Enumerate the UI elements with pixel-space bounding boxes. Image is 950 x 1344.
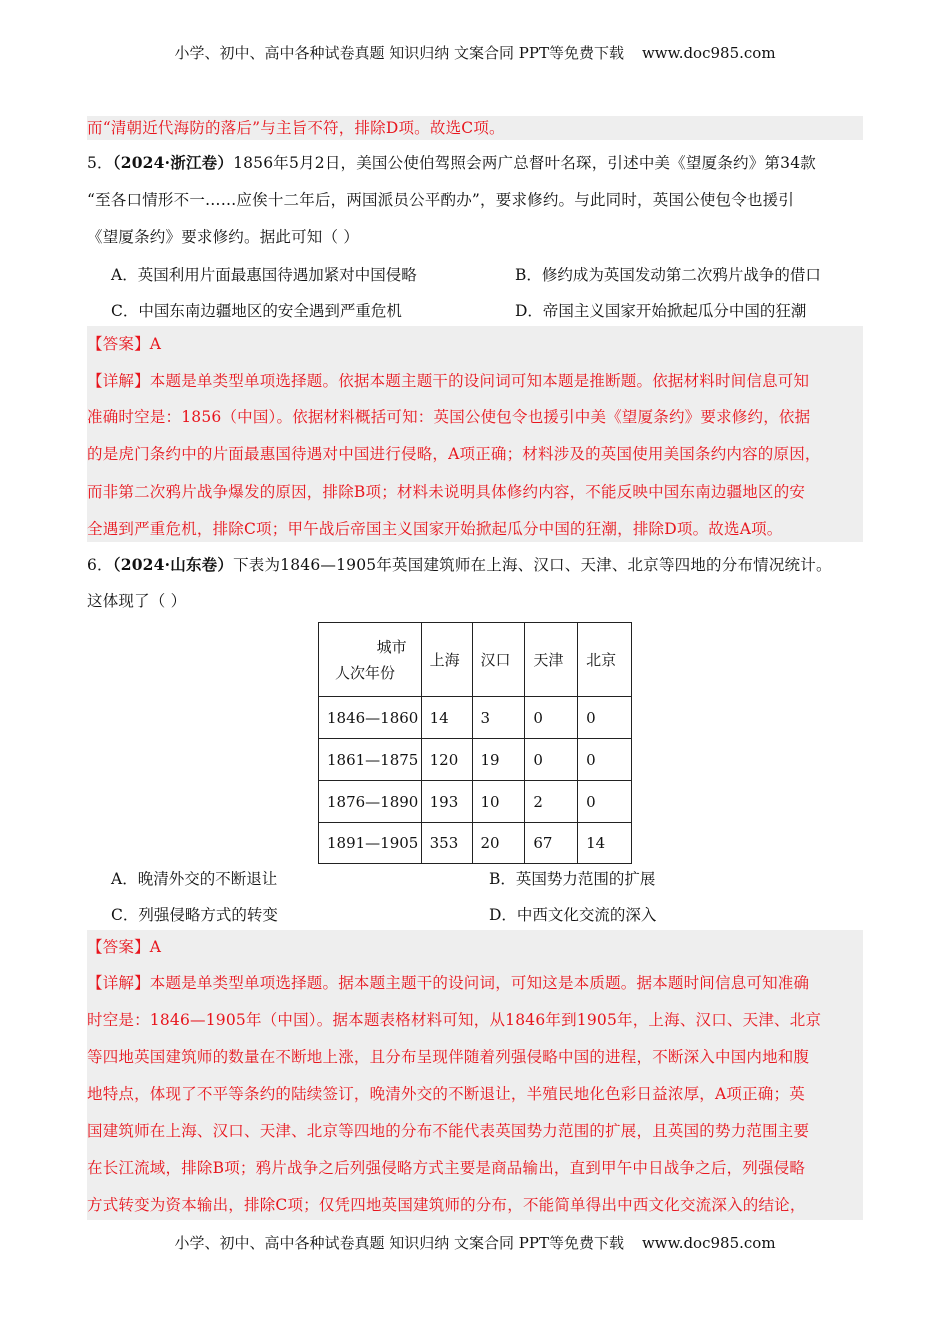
q6-stem-line-1 [87, 555, 832, 575]
q5-analysis-line-4: 而非第二次鸦片战争爆发的原因，排除B项；材料未说明具体修约内容，不能反映中国东南边疆地区的安 [87, 483, 806, 501]
table-cell: 20 [472, 823, 525, 864]
table-col-hankou: 汉口 [472, 623, 525, 697]
table-cell: 0 [525, 697, 578, 739]
table-cell: 67 [525, 823, 578, 864]
table-cell: 120 [421, 739, 472, 781]
table-cell: 3 [472, 697, 525, 739]
q6-analysis-line-3: 等四地英国建筑师的数量在不断地上涨，且分布呈现伴随着列强侵略中国的进程，不断深入中国内地和腹 [87, 1048, 810, 1066]
table-cell: 353 [421, 823, 472, 864]
table-col-tianjin: 天津 [525, 623, 578, 697]
q5-answer: 【答案】A [87, 335, 162, 353]
table-cell: 193 [421, 781, 472, 823]
q5-analysis-shade [87, 326, 863, 542]
q6-option-b: B．英国势力范围的扩展 [489, 870, 656, 888]
q5-analysis-line-5: 全遇到严重危机，排除C项；甲午战后帝国主义国家开始掀起瓜分中国的狂潮，排除D项。故选A项。 [87, 520, 783, 538]
table-cell: 14 [421, 697, 472, 739]
q5-option-b: B．修约成为英国发动第二次鸦片战争的借口 [515, 266, 821, 284]
q6-option-c: C．列强侵略方式的转变 [111, 906, 278, 924]
q6-answer: 【答案】A [87, 938, 162, 956]
q5-analysis-line-3: 的是虎门条约中的片面最惠国待遇对中国进行侵略，A项正确；材料涉及的英国使用美国条约内容的原因， [87, 445, 821, 463]
page-footer [0, 1232, 950, 1253]
table-col-beijing: 北京 [578, 623, 632, 697]
q6-analysis-line-2: 时空是：1846—1905年（中国）。据本题表格材料可知，从1846年到1905年，上海、汉口、天津、北京 [87, 1011, 822, 1029]
table-header-row [319, 623, 632, 697]
q6-option-a: A．晚清外交的不断退让 [111, 870, 278, 888]
table-cell: 14 [578, 823, 632, 864]
q5-stem-text-1: 1856年5月2日，美国公使伯驾照会两广总督叶名琛，引述中美《望厦条约》第34款 [233, 154, 816, 172]
table-header-period: 人次年份 [335, 663, 396, 682]
q6-analysis-line-6: 在长江流域，排除B项；鸦片战争之后列强侵略方式主要是商品输出，直到甲午中日战争之后，列强侵略 [87, 1159, 806, 1177]
q5-analysis-line-2: 准确时空是：1856（中国）。依据材料概括可知：英国公使包令也援引中美《望厦条约》要求修约，依据 [87, 408, 811, 426]
q5-analysis-line-1: 【详解】本题是单类型单项选择题。依据本题主题干的设问词可知本题是推断题。依据材料时间信息可知 [87, 372, 810, 390]
footer-url[interactable]: www.doc985.com [641, 1234, 776, 1252]
prev-analysis-tail: 而“清朝近代海防的落后”与主旨不符，排除D项。故选C项。 [87, 119, 505, 137]
q5-number: 5． [87, 154, 113, 172]
table-cell: 2 [525, 781, 578, 823]
table-cell: 19 [472, 739, 525, 781]
q5-source: （2024·浙江卷） [112, 153, 234, 172]
q5-option-a: A．英国利用片面最惠国待遇加紧对中国侵略 [111, 266, 417, 284]
q5-stem-line-2: “至各口情形不一……应俟十二年后，两国派员公平酌办”，要求修约。与此同时，英国公使包令也援引 [87, 191, 795, 209]
footer-text: 小学、初中、高中各种试卷真题 知识归纳 文案合同 PPT等免费下载 [174, 1234, 624, 1252]
table-col-shanghai: 上海 [421, 623, 472, 697]
q6-source: （2024·山东卷） [112, 555, 234, 574]
q6-number: 6． [87, 556, 113, 574]
q5-option-c: C．中国东南边疆地区的安全遇到严重危机 [111, 302, 402, 320]
table-row-period: 1876—1890 [319, 781, 422, 823]
q6-analysis-line-7: 方式转变为资本输出，排除C项；仅凭四地英国建筑师的分布，不能简单得出中西文化交流深入的结论， [87, 1196, 806, 1214]
header-text: 小学、初中、高中各种试卷真题 知识归纳 文案合同 PPT等免费下载 [174, 44, 624, 62]
table-row [319, 823, 632, 864]
table-cell: 0 [525, 739, 578, 781]
page-header [0, 42, 950, 63]
q6-stem-line-2: 这体现了（ ） [87, 592, 187, 610]
q5-stem-line-3: 《望厦条约》要求修约。据此可知（ ） [87, 228, 360, 246]
table-row-period: 1861—1875 [319, 739, 422, 781]
q6-analysis-line-1: 【详解】本题是单类型单项选择题。据本题主题干的设问词，可知这是本质题。据本题时间信息可知准确 [87, 974, 810, 992]
header-url[interactable]: www.doc985.com [641, 44, 776, 62]
table-row [319, 739, 632, 781]
table-header-city: 城市 [376, 637, 407, 656]
table-cell: 10 [472, 781, 525, 823]
table-row [319, 697, 632, 739]
q5-stem-line-1 [87, 153, 816, 173]
table-row [319, 781, 632, 823]
q6-option-d: D．中西文化交流的深入 [489, 906, 657, 924]
table-cell: 0 [578, 781, 632, 823]
q6-data-table [318, 622, 632, 864]
table-corner-header [319, 623, 422, 697]
q6-analysis-line-4: 地特点，体现了不平等条约的陆续签订，晚清外交的不断退让，半殖民地化色彩日益浓厚，A项正确；英 [87, 1085, 805, 1103]
table-row-period: 1846—1860 [319, 697, 422, 739]
q5-option-d: D．帝国主义国家开始掀起瓜分中国的狂潮 [515, 302, 807, 320]
q6-stem-text-1: 下表为1846—1905年英国建筑师在上海、汉口、天津、北京等四地的分布情况统计。 [233, 556, 832, 574]
table-cell: 0 [578, 697, 632, 739]
table-cell: 0 [578, 739, 632, 781]
table-row-period: 1891—1905 [319, 823, 422, 864]
q6-analysis-line-5: 国建筑师在上海、汉口、天津、北京等四地的分布不能代表英国势力范围的扩展，且英国的势力范围主要 [87, 1122, 810, 1140]
